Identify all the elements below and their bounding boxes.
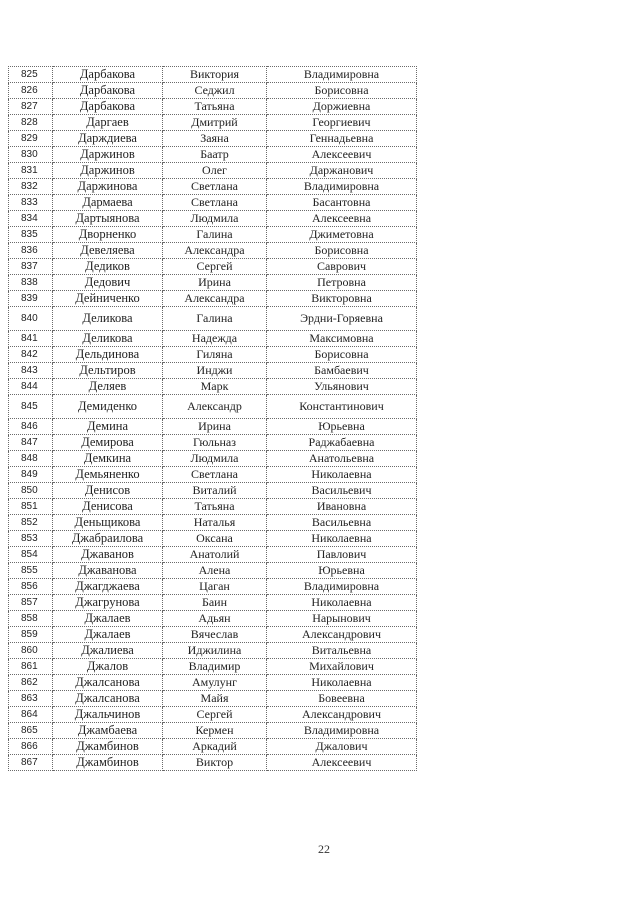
patronymic-cell: Раджабаевна [267, 435, 417, 451]
table-row [9, 675, 417, 691]
table-row [9, 419, 417, 435]
table-row [9, 595, 417, 611]
patronymic-cell: Николаевна [267, 675, 417, 691]
last-name-cell: Демина [53, 419, 163, 435]
row-number-cell: 842 [9, 347, 53, 363]
patronymic-cell: Васильевна [267, 515, 417, 531]
row-number-cell: 863 [9, 691, 53, 707]
table-row [9, 643, 417, 659]
last-name-cell: Джалаев [53, 611, 163, 627]
row-number-cell: 828 [9, 115, 53, 131]
last-name-cell: Деньщикова [53, 515, 163, 531]
patronymic-cell: Георгиевич [267, 115, 417, 131]
first-name-cell: Вячеслав [163, 627, 267, 643]
patronymic-cell: Бовеевна [267, 691, 417, 707]
first-name-cell: Наталья [163, 515, 267, 531]
row-number-cell: 862 [9, 675, 53, 691]
table-row [9, 627, 417, 643]
table-row [9, 707, 417, 723]
row-number-cell: 856 [9, 579, 53, 595]
page-number: 22 [318, 842, 330, 856]
table-row [9, 395, 417, 419]
table-row [9, 563, 417, 579]
row-number-cell: 852 [9, 515, 53, 531]
patronymic-cell: Владимировна [267, 179, 417, 195]
patronymic-cell: Басантовна [267, 195, 417, 211]
first-name-cell: Надежда [163, 331, 267, 347]
first-name-cell: Дмитрий [163, 115, 267, 131]
last-name-cell: Девеляева [53, 243, 163, 259]
table-row [9, 131, 417, 147]
last-name-cell: Джамбинов [53, 739, 163, 755]
table-row [9, 723, 417, 739]
last-name-cell: Деликова [53, 331, 163, 347]
row-number-cell: 825 [9, 67, 53, 83]
row-number-cell: 830 [9, 147, 53, 163]
patronymic-cell: Алексеевич [267, 755, 417, 771]
first-name-cell: Александра [163, 243, 267, 259]
last-name-cell: Демьяненко [53, 467, 163, 483]
last-name-cell: Дедиков [53, 259, 163, 275]
last-name-cell: Даржинов [53, 163, 163, 179]
row-number-cell: 838 [9, 275, 53, 291]
last-name-cell: Дарбакова [53, 83, 163, 99]
patronymic-cell: Николаевна [267, 595, 417, 611]
row-number-cell: 841 [9, 331, 53, 347]
row-number-cell: 866 [9, 739, 53, 755]
first-name-cell: Светлана [163, 179, 267, 195]
patronymic-cell: Михайлович [267, 659, 417, 675]
first-name-cell: Адьян [163, 611, 267, 627]
row-number-cell: 844 [9, 379, 53, 395]
first-name-cell: Майя [163, 691, 267, 707]
first-name-cell: Татьяна [163, 99, 267, 115]
first-name-cell: Людмила [163, 211, 267, 227]
last-name-cell: Денисов [53, 483, 163, 499]
last-name-cell: Демирова [53, 435, 163, 451]
patronymic-cell: Саврович [267, 259, 417, 275]
document-sheet [8, 66, 416, 771]
last-name-cell: Демиденко [53, 395, 163, 419]
patronymic-cell: Николаевна [267, 467, 417, 483]
row-number-cell: 860 [9, 643, 53, 659]
last-name-cell: Денисова [53, 499, 163, 515]
first-name-cell: Инджи [163, 363, 267, 379]
row-number-cell: 834 [9, 211, 53, 227]
table-row [9, 99, 417, 115]
patronymic-cell: Эрдни-Горяевна [267, 307, 417, 331]
last-name-cell: Джалов [53, 659, 163, 675]
first-name-cell: Гюльназ [163, 435, 267, 451]
table-row [9, 243, 417, 259]
first-name-cell: Олег [163, 163, 267, 179]
row-number-cell: 859 [9, 627, 53, 643]
patronymic-cell: Васильевич [267, 483, 417, 499]
patronymic-cell: Доржиевна [267, 99, 417, 115]
last-name-cell: Джагрунова [53, 595, 163, 611]
patronymic-cell: Владимировна [267, 723, 417, 739]
name-table [8, 66, 417, 771]
row-number-cell: 853 [9, 531, 53, 547]
table-row [9, 195, 417, 211]
table-row [9, 67, 417, 83]
table-row [9, 291, 417, 307]
row-number-cell: 835 [9, 227, 53, 243]
table-row [9, 435, 417, 451]
table-row [9, 307, 417, 331]
row-number-cell: 832 [9, 179, 53, 195]
row-number-cell: 839 [9, 291, 53, 307]
last-name-cell: Даржинов [53, 147, 163, 163]
patronymic-cell: Юрьевна [267, 419, 417, 435]
last-name-cell: Деликова [53, 307, 163, 331]
row-number-cell: 850 [9, 483, 53, 499]
row-number-cell: 865 [9, 723, 53, 739]
last-name-cell: Джалсанова [53, 675, 163, 691]
patronymic-cell: Нарынович [267, 611, 417, 627]
last-name-cell: Джагджаева [53, 579, 163, 595]
row-number-cell: 829 [9, 131, 53, 147]
first-name-cell: Амулунг [163, 675, 267, 691]
first-name-cell: Александра [163, 291, 267, 307]
first-name-cell: Баин [163, 595, 267, 611]
last-name-cell: Джалсанова [53, 691, 163, 707]
table-row [9, 163, 417, 179]
row-number-cell: 827 [9, 99, 53, 115]
table-row [9, 611, 417, 627]
table-row [9, 547, 417, 563]
last-name-cell: Джабраилова [53, 531, 163, 547]
table-row [9, 451, 417, 467]
patronymic-cell: Ульянович [267, 379, 417, 395]
table-row [9, 379, 417, 395]
patronymic-cell: Константинович [267, 395, 417, 419]
row-number-cell: 845 [9, 395, 53, 419]
name-table-body [9, 67, 417, 771]
patronymic-cell: Анатольевна [267, 451, 417, 467]
patronymic-cell: Максимовна [267, 331, 417, 347]
row-number-cell: 849 [9, 467, 53, 483]
table-row [9, 499, 417, 515]
first-name-cell: Владимир [163, 659, 267, 675]
table-row [9, 275, 417, 291]
last-name-cell: Деляев [53, 379, 163, 395]
row-number-cell: 851 [9, 499, 53, 515]
row-number-cell: 867 [9, 755, 53, 771]
table-row [9, 755, 417, 771]
last-name-cell: Джальчинов [53, 707, 163, 723]
patronymic-cell: Павлович [267, 547, 417, 563]
row-number-cell: 840 [9, 307, 53, 331]
patronymic-cell: Бамбаевич [267, 363, 417, 379]
first-name-cell: Светлана [163, 467, 267, 483]
first-name-cell: Гиляна [163, 347, 267, 363]
last-name-cell: Даргаев [53, 115, 163, 131]
last-name-cell: Дейниченко [53, 291, 163, 307]
first-name-cell: Ирина [163, 419, 267, 435]
table-row [9, 115, 417, 131]
last-name-cell: Джалаев [53, 627, 163, 643]
last-name-cell: Дарбакова [53, 99, 163, 115]
last-name-cell: Демкина [53, 451, 163, 467]
row-number-cell: 847 [9, 435, 53, 451]
table-row [9, 147, 417, 163]
table-row [9, 83, 417, 99]
first-name-cell: Александр [163, 395, 267, 419]
patronymic-cell: Борисовна [267, 83, 417, 99]
row-number-cell: 831 [9, 163, 53, 179]
first-name-cell: Анатолий [163, 547, 267, 563]
last-name-cell: Джаванов [53, 547, 163, 563]
first-name-cell: Сергей [163, 259, 267, 275]
last-name-cell: Дельтиров [53, 363, 163, 379]
row-number-cell: 843 [9, 363, 53, 379]
row-number-cell: 833 [9, 195, 53, 211]
last-name-cell: Дедович [53, 275, 163, 291]
first-name-cell: Сергей [163, 707, 267, 723]
table-row [9, 331, 417, 347]
patronymic-cell: Александрович [267, 707, 417, 723]
patronymic-cell: Даржанович [267, 163, 417, 179]
row-number-cell: 858 [9, 611, 53, 627]
patronymic-cell: Алексеевич [267, 147, 417, 163]
row-number-cell: 836 [9, 243, 53, 259]
patronymic-cell: Петровна [267, 275, 417, 291]
first-name-cell: Татьяна [163, 499, 267, 515]
patronymic-cell: Викторовна [267, 291, 417, 307]
patronymic-cell: Юрьевна [267, 563, 417, 579]
patronymic-cell: Владимировна [267, 579, 417, 595]
last-name-cell: Дармаева [53, 195, 163, 211]
first-name-cell: Баатр [163, 147, 267, 163]
patronymic-cell: Витальевна [267, 643, 417, 659]
first-name-cell: Аркадий [163, 739, 267, 755]
first-name-cell: Галина [163, 307, 267, 331]
row-number-cell: 857 [9, 595, 53, 611]
first-name-cell: Галина [163, 227, 267, 243]
last-name-cell: Дворненко [53, 227, 163, 243]
table-row [9, 531, 417, 547]
first-name-cell: Виктория [163, 67, 267, 83]
row-number-cell: 855 [9, 563, 53, 579]
table-row [9, 363, 417, 379]
first-name-cell: Виталий [163, 483, 267, 499]
last-name-cell: Дельдинова [53, 347, 163, 363]
row-number-cell: 861 [9, 659, 53, 675]
table-row [9, 739, 417, 755]
row-number-cell: 854 [9, 547, 53, 563]
patronymic-cell: Алексеевна [267, 211, 417, 227]
last-name-cell: Джамбинов [53, 755, 163, 771]
table-row [9, 259, 417, 275]
table-row [9, 179, 417, 195]
table-row [9, 211, 417, 227]
table-row [9, 483, 417, 499]
first-name-cell: Людмила [163, 451, 267, 467]
first-name-cell: Светлана [163, 195, 267, 211]
first-name-cell: Оксана [163, 531, 267, 547]
last-name-cell: Джалиева [53, 643, 163, 659]
patronymic-cell: Ивановна [267, 499, 417, 515]
last-name-cell: Дарждиева [53, 131, 163, 147]
last-name-cell: Дартыянова [53, 211, 163, 227]
table-row [9, 579, 417, 595]
last-name-cell: Джаванова [53, 563, 163, 579]
table-row [9, 347, 417, 363]
row-number-cell: 826 [9, 83, 53, 99]
first-name-cell: Кермен [163, 723, 267, 739]
table-row [9, 227, 417, 243]
first-name-cell: Заяна [163, 131, 267, 147]
patronymic-cell: Борисовна [267, 347, 417, 363]
patronymic-cell: Джалович [267, 739, 417, 755]
row-number-cell: 864 [9, 707, 53, 723]
first-name-cell: Алена [163, 563, 267, 579]
patronymic-cell: Александрович [267, 627, 417, 643]
row-number-cell: 846 [9, 419, 53, 435]
table-row [9, 515, 417, 531]
first-name-cell: Седжил [163, 83, 267, 99]
table-row [9, 691, 417, 707]
first-name-cell: Ирина [163, 275, 267, 291]
patronymic-cell: Борисовна [267, 243, 417, 259]
last-name-cell: Даржинова [53, 179, 163, 195]
patronymic-cell: Геннадьевна [267, 131, 417, 147]
row-number-cell: 837 [9, 259, 53, 275]
table-row [9, 659, 417, 675]
table-row [9, 467, 417, 483]
patronymic-cell: Владимировна [267, 67, 417, 83]
row-number-cell: 848 [9, 451, 53, 467]
first-name-cell: Виктор [163, 755, 267, 771]
patronymic-cell: Джиметовна [267, 227, 417, 243]
first-name-cell: Марк [163, 379, 267, 395]
last-name-cell: Дарбакова [53, 67, 163, 83]
first-name-cell: Иджилина [163, 643, 267, 659]
first-name-cell: Цаган [163, 579, 267, 595]
patronymic-cell: Николаевна [267, 531, 417, 547]
last-name-cell: Джамбаева [53, 723, 163, 739]
